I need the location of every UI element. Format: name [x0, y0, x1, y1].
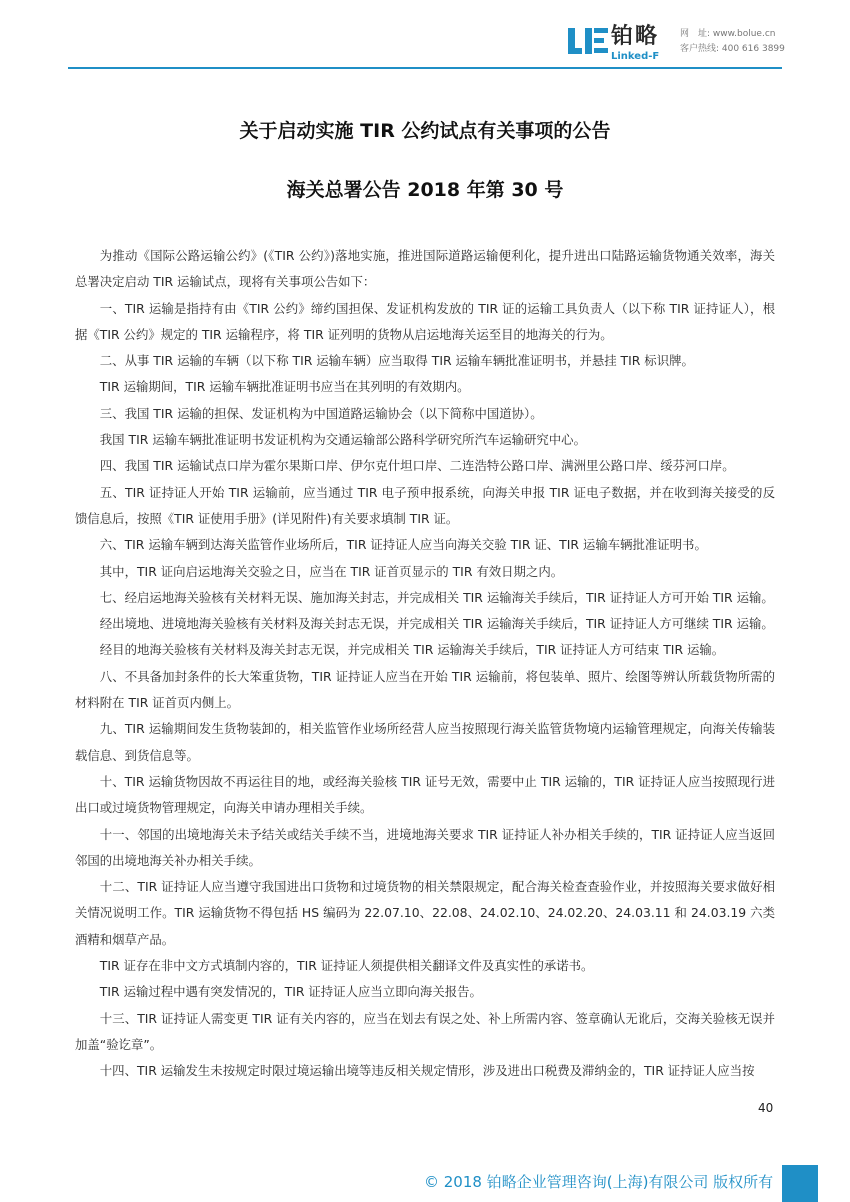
paragraph: 三、我国 TIR 运输的担保、发证机构为中国道路运输协会（以下简称中国道协）。: [99, 405, 543, 421]
footer-copyright: © 2018 铂略企业管理咨询(上海)有限公司 版权所有: [424, 1173, 774, 1191]
paragraph: 六、TIR 运输车辆到达海关监管作业场所后，TIR 证持证人应当向海关交验 TIR 证、TIR 运输车辆批准证明书。: [99, 537, 707, 553]
paragraph: 经出境地、进境地海关验核有关材料及海关封志无误，并完成相关 TIR 运输海关手续后，TIR 证持证人方可继续 TIR 运输。: [99, 616, 774, 632]
paragraph: 十二、TIR 证持证人应当遵守我国进出口货物和过境货物的相关禁限规定，配合海关检查查验作业，并按照海关要求做好相关情况说明工作。TIR 运输货物不得包括 HS 编码为 22.07.10、22.08、24.02.10、24.02.20、24.03.11 和 24.03.19 六类酒精和烟草产品。: [75, 879, 775, 947]
paragraph: TIR 证存在非中文方式填制内容的，TIR 证持证人须提供相关翻译文件及真实性的承诺书。: [99, 958, 594, 974]
page-header: [0, 0, 850, 70]
paragraph: 十三、TIR 证持证人需变更 TIR 证有关内容的，应当在划去有误之处、补上所需内容、签章确认无讹后，交海关验核无误并加盖“验讫章”。: [75, 1010, 775, 1052]
logo: [567, 24, 677, 64]
logo-english-name: Linked-F: [611, 51, 660, 62]
paragraph: 四、我国 TIR 运输试点口岸为霍尔果斯口岸、伊尔克什坦口岸、二连浩特公路口岸、满洲里公路口岸、绥芬河口岸。: [99, 458, 735, 474]
paragraph: 九、TIR 运输期间发生货物装卸的，相关监管作业场所经营人应当按照现行海关监管货物境内运输管理规定，向海关传输装载信息、到货信息等。: [75, 721, 775, 763]
paragraph: TIR 运输过程中遇有突发情况的，TIR 证持证人应当立即向海关报告。: [99, 984, 482, 1000]
paragraph: 二、从事 TIR 运输的车辆（以下称 TIR 运输车辆）应当取得 TIR 运输车辆批准证明书，并悬挂 TIR 标识牌。: [99, 353, 694, 369]
paragraph: 五、TIR 证持证人开始 TIR 运输前，应当通过 TIR 电子预申报系统，向海关申报 TIR 证电子数据，并在收到海关接受的反馈信息后，按照《TIR 证使用手册》(详见附件)有关要求填制 TIR 证。: [75, 484, 775, 526]
header-divider: [68, 67, 782, 69]
paragraph: 七、经启运地海关验核有关材料无误、施加海关封志，并完成相关 TIR 运输海关手续后，TIR 证持证人方可开始 TIR 运输。: [99, 589, 774, 605]
paragraph: TIR 运输期间，TIR 运输车辆批准证明书应当在其列明的有效期内。: [99, 379, 470, 395]
paragraph: 我国 TIR 运输车辆批准证明书发证机构为交通运输部公路科学研究所汽车运输研究中心。: [99, 432, 586, 448]
paragraph: 十、TIR 运输货物因故不再运往目的地，或经海关验核 TIR 证号无效，需要中止 TIR 运输的，TIR 证持证人应当按照现行进出口或过境货物管理规定，向海关申请办理相关手续。: [75, 773, 775, 816]
paragraph: 八、不具备加封条件的长大笨重货物，TIR 证持证人应当在开始 TIR 运输前，将包装单、照片、绘图等辨认所载货物所需的材料附在 TIR 证首页内侧上。: [75, 668, 775, 711]
paragraph: 一、TIR 运输是指持有由《TIR 公约》缔约国担保、发证机构发放的 TIR 证的运输工具负责人（以下称 TIR 证持证人），根据《TIR 公约》规定的 TIR 运输程序，将 TIR 证列明的货物从启运地海关运至目的地海关的行为。: [75, 300, 775, 342]
document-body: [75, 243, 775, 1085]
website-text: 网 址: www.bolue.cn: [680, 29, 776, 39]
logo-chinese-name: 铂略: [611, 24, 660, 49]
paragraph: 其中，TIR 证向启运地海关交验之日，应当在 TIR 证首页显示的 TIR 有效日期之内。: [99, 563, 564, 579]
contact-info: [680, 27, 785, 57]
paragraph: 为推动《国际公路运输公约》(《TIR 公约》)落地实施，推进国际道路运输便利化，提升进出口陆路运输货物通关效率，海关总署决定启动 TIR 运输试点，现将有关事项公告如下：: [75, 248, 775, 290]
hotline-text: 客户热线: 400 616 3899: [680, 44, 785, 54]
document-title: 关于启动实施 TIR 公约试点有关事项的公告: [239, 120, 611, 142]
logo-mark-icon: [567, 24, 609, 64]
paragraph: 十一、邻国的出境地海关未予结关或结关手续不当，进境地海关要求 TIR 证持证人补办相关手续的，TIR 证持证人应当返回邻国的出境地海关补办相关手续。: [75, 826, 775, 868]
paragraph: 经目的地海关验核有关材料及海关封志无误，并完成相关 TIR 运输海关手续后，TIR 证持证人方可结束 TIR 运输。: [99, 642, 725, 658]
document-subtitle: 海关总署公告 2018 年第 30 号: [286, 179, 564, 201]
page-number: 40: [758, 1101, 774, 1115]
footer-accent-block: [782, 1165, 818, 1202]
paragraph: 十四、TIR 运输发生未按规定时限过境运输出境等违反相关规定情形，涉及进出口税费及滞纳金的，TIR 证持证人应当按: [99, 1063, 755, 1079]
